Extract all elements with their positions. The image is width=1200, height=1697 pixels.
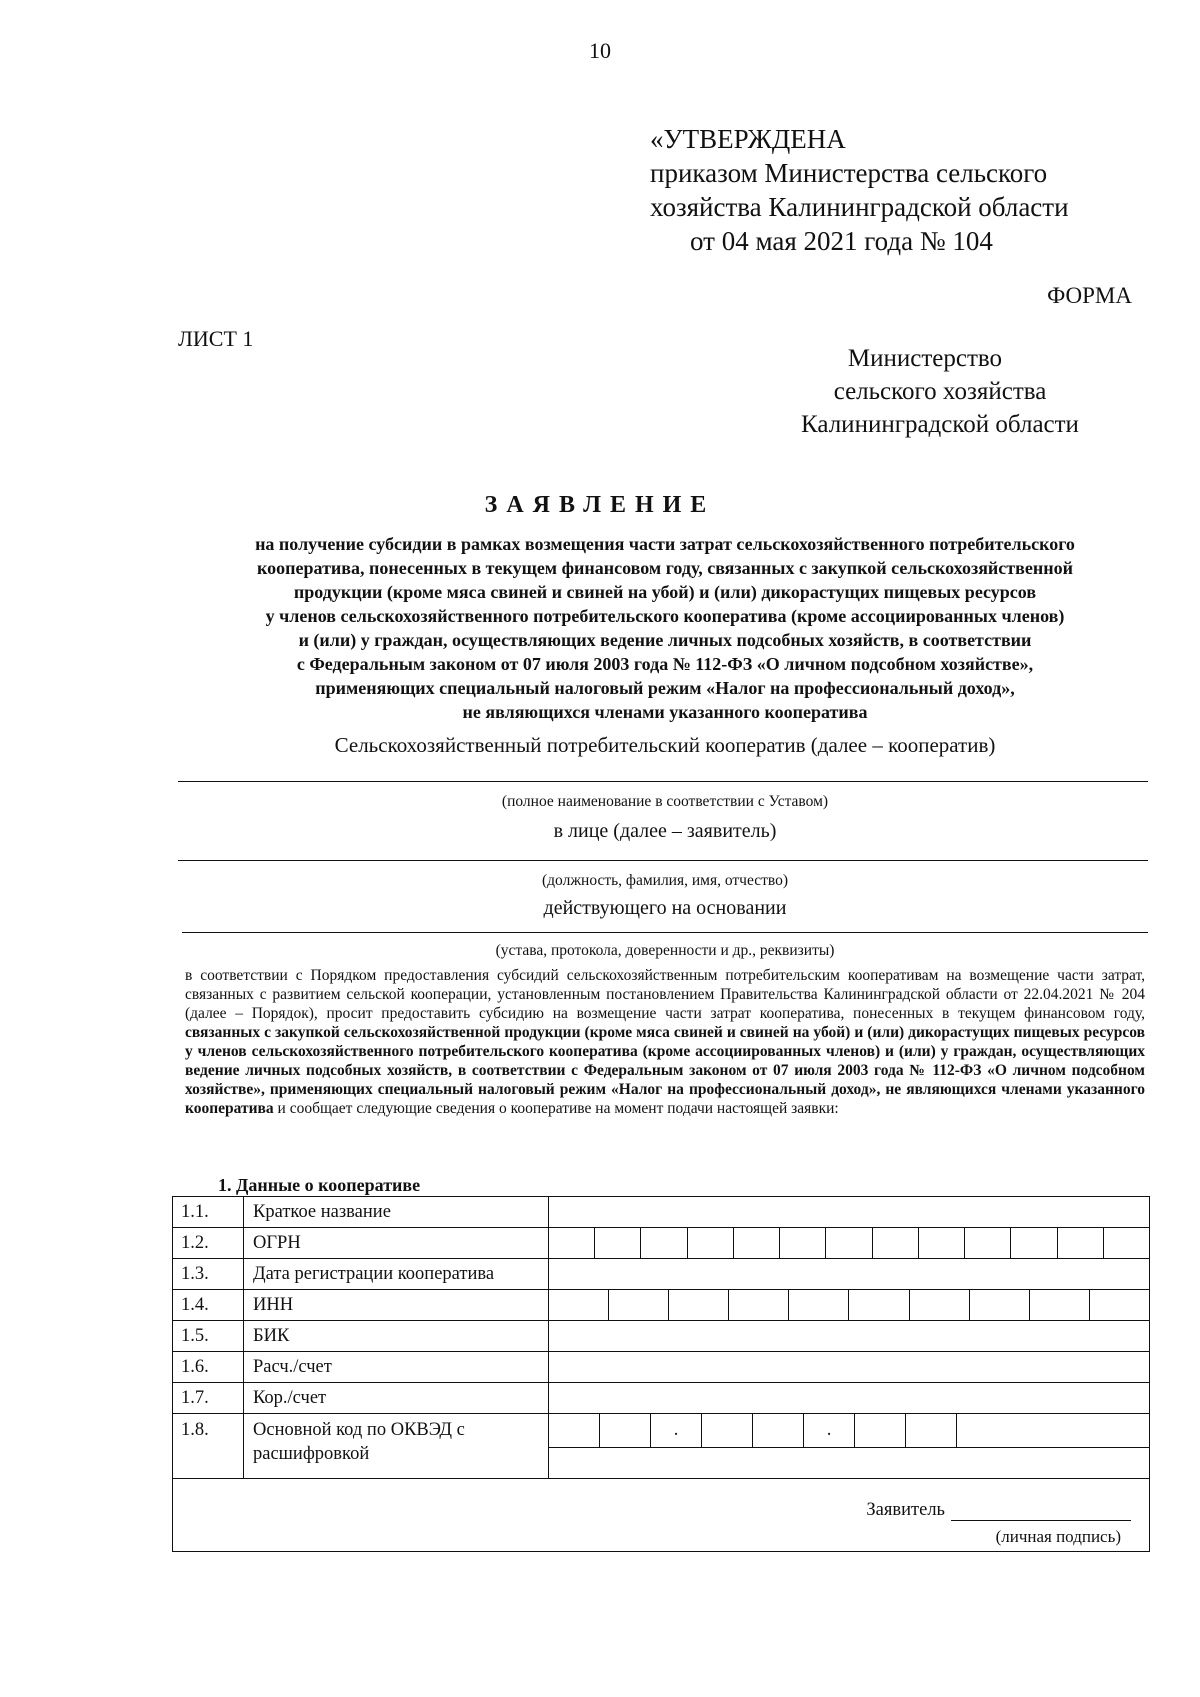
row-number: 1.6. xyxy=(173,1352,244,1383)
digit-cell[interactable] xyxy=(855,1414,906,1447)
digit-cell[interactable] xyxy=(789,1290,849,1320)
inn-field[interactable] xyxy=(549,1290,1150,1321)
table-row xyxy=(173,1414,1150,1479)
digit-cell[interactable] xyxy=(753,1414,804,1447)
table-row xyxy=(173,1383,1150,1414)
approval-stamp xyxy=(650,122,1170,258)
digit-cell[interactable] xyxy=(826,1228,872,1258)
digit-cell[interactable] xyxy=(906,1414,957,1447)
row-number: 1.8. xyxy=(173,1414,244,1479)
digit-cell[interactable] xyxy=(1104,1228,1149,1258)
digit-cell[interactable] xyxy=(849,1290,909,1320)
person-hint: (должность, фамилия, имя, отчество) xyxy=(541,872,789,889)
table-row xyxy=(173,1290,1150,1321)
basis-fill-line[interactable] xyxy=(182,932,1148,933)
table-row xyxy=(173,1228,1150,1259)
correspondent-account-field[interactable] xyxy=(549,1383,1150,1414)
recipient-block xyxy=(780,342,1100,441)
section-title: 1. Данные о кооперативе xyxy=(218,1175,421,1195)
okved-spacer xyxy=(957,1414,1149,1447)
digit-cell[interactable] xyxy=(734,1228,780,1258)
body-part-3: и сообщает следующие сведения о кооперативе на момент подачи настоящей заявки: xyxy=(273,1100,839,1117)
document-subtitle xyxy=(175,532,1155,724)
subtitle-line: с Федеральным законом от 07 июля 2003 года № 112-ФЗ «О личном подсобном хозяйстве», xyxy=(296,654,1034,674)
table-row xyxy=(173,1352,1150,1383)
digit-cell[interactable] xyxy=(549,1228,595,1258)
signature-block xyxy=(173,1500,1149,1551)
digit-cell[interactable] xyxy=(1090,1290,1149,1320)
sheet-label: ЛИСТ 1 xyxy=(178,326,254,351)
body-part-1: в соответствии с Порядком предоставления субсидий сельскохозяйственным потребительским кооперативам на возмещение части затрат, связанных с развитием сельской кооперации, установленным постановлением Правительства Калининградской области от 22.04.2021 № 204 (далее – Порядок), просит предоставить субсидию на возмещение части затрат кооператива, понесенных в текущем финансовом году, xyxy=(185,967,1145,1022)
subtitle-line: у членов сельскохозяйственного потребительского кооператива (кроме ассоциированных членов) xyxy=(265,606,1065,626)
okved-description-field[interactable] xyxy=(549,1448,1149,1478)
digit-cell[interactable] xyxy=(1058,1228,1104,1258)
subtitle-line: кооператива, понесенных в текущем финансовом году, связанных с закупкой сельскохозяйственной xyxy=(257,558,1073,578)
signature-row xyxy=(173,1479,1150,1552)
digit-cell[interactable] xyxy=(702,1414,753,1447)
approval-line-3: хозяйства Калининградской области xyxy=(650,192,1069,222)
okved-field[interactable] xyxy=(549,1414,1150,1479)
approval-line-4: от 04 мая 2021 года № 104 xyxy=(690,226,993,256)
signature-line[interactable] xyxy=(951,1502,1131,1521)
row-number: 1.1. xyxy=(173,1197,244,1228)
row-label: Расч./счет xyxy=(244,1352,549,1383)
recipient-line-3: Калининградской области xyxy=(801,411,1079,438)
digit-cell[interactable] xyxy=(600,1414,651,1447)
digit-cell[interactable] xyxy=(873,1228,919,1258)
row-label: ОГРН xyxy=(244,1228,549,1259)
page-number: 10 xyxy=(589,38,611,63)
bik-field[interactable] xyxy=(549,1321,1150,1352)
row-label: Кор./счет xyxy=(244,1383,549,1414)
name-hint: (полное наименование в соответствии с Уставом) xyxy=(501,793,829,810)
digit-cell[interactable] xyxy=(669,1290,729,1320)
settlement-account-field[interactable] xyxy=(549,1352,1150,1383)
row-label: Основной код по ОКВЭД с расшифровкой xyxy=(244,1414,549,1479)
row-label: ИНН xyxy=(244,1290,549,1321)
registration-date-field[interactable] xyxy=(549,1259,1150,1290)
digit-cell[interactable] xyxy=(641,1228,687,1258)
table-row xyxy=(173,1259,1150,1290)
signature-label: Заявитель xyxy=(866,1500,945,1520)
body-paragraph xyxy=(185,966,1145,1118)
subtitle-line: и (или) у граждан, осуществляющих ведение личных подсобных хозяйств, в соответствии xyxy=(298,630,1032,650)
dot-cell: . xyxy=(651,1414,702,1447)
digit-cell[interactable] xyxy=(688,1228,734,1258)
digit-cell[interactable] xyxy=(1011,1228,1057,1258)
digit-cell[interactable] xyxy=(595,1228,641,1258)
coop-line: Сельскохозяйственный потребительский кооператив (далее – кооператив) xyxy=(334,733,996,757)
short-name-field[interactable] xyxy=(549,1197,1150,1228)
subtitle-line: продукции (кроме мяса свиней и свиней на убой) и (или) дикорастущих пищевых ресурсов xyxy=(293,582,1037,602)
document-title: ЗАЯВЛЕНИЕ xyxy=(484,492,716,518)
table-row xyxy=(173,1197,1150,1228)
name-fill-line[interactable] xyxy=(178,781,1148,782)
digit-cell[interactable] xyxy=(910,1290,970,1320)
dot-cell: . xyxy=(804,1414,855,1447)
digit-cell[interactable] xyxy=(780,1228,826,1258)
row-number: 1.4. xyxy=(173,1290,244,1321)
recipient-line-1: Министерство xyxy=(847,345,1003,372)
row-number: 1.2. xyxy=(173,1228,244,1259)
digit-cell[interactable] xyxy=(1030,1290,1090,1320)
ogrn-field[interactable] xyxy=(549,1228,1150,1259)
row-label: БИК xyxy=(244,1321,549,1352)
row-number: 1.3. xyxy=(173,1259,244,1290)
subtitle-line: на получение субсидии в рамках возмещения части затрат сельскохозяйственного потребительского xyxy=(255,534,1075,554)
signature-cell xyxy=(173,1479,1150,1552)
signature-hint: (личная подпись) xyxy=(995,1527,1121,1546)
recipient-line-2: сельского хозяйства xyxy=(833,378,1047,405)
basis-hint: (устава, протокола, доверенности и др., реквизиты) xyxy=(495,942,835,959)
digit-cell[interactable] xyxy=(549,1414,600,1447)
form-label: ФОРМА xyxy=(1047,283,1132,308)
row-label: Дата регистрации кооператива xyxy=(244,1259,549,1290)
digit-cell[interactable] xyxy=(729,1290,789,1320)
row-number: 1.5. xyxy=(173,1321,244,1352)
basis-line: действующего на основании xyxy=(543,897,787,919)
digit-cell[interactable] xyxy=(970,1290,1030,1320)
person-fill-line[interactable] xyxy=(178,860,1148,861)
row-number: 1.7. xyxy=(173,1383,244,1414)
approval-line-2: приказом Министерства сельского xyxy=(650,158,1048,188)
row-label: Краткое название xyxy=(244,1197,549,1228)
digit-cell[interactable] xyxy=(549,1290,609,1320)
table-row xyxy=(173,1321,1150,1352)
applicant-line: в лице (далее – заявитель) xyxy=(553,820,777,842)
body-part-2: связанных с закупкой сельскохозяйственной продукции (кроме мяса свиней и свиней на убой) и (или) дикорастущих пищевых ресурсов у членов сельскохозяйственного потребительского кооператива (кроме ассоциированных членов) и (или) у граждан, осуществляющих ведение личных подсобных хозяйств, в соответствии с Федеральным законом от 07 июля 2003 года № 112-ФЗ «О личном подсобном хозяйстве», применяющих специальный налоговый режим «Налог на профессиональный доход», не являющихся членами указанного кооператива xyxy=(185,1024,1145,1117)
digit-cell[interactable] xyxy=(919,1228,965,1258)
approval-line-1: «УТВЕРЖДЕНА xyxy=(650,124,846,154)
subtitle-line: применяющих специальный налоговый режим «Налог на профессиональный доход», xyxy=(315,678,1015,698)
coop-data-table xyxy=(172,1196,1150,1552)
digit-cell[interactable] xyxy=(965,1228,1011,1258)
subtitle-line: не являющихся членами указанного кооператива xyxy=(462,702,868,722)
digit-cell[interactable] xyxy=(609,1290,669,1320)
